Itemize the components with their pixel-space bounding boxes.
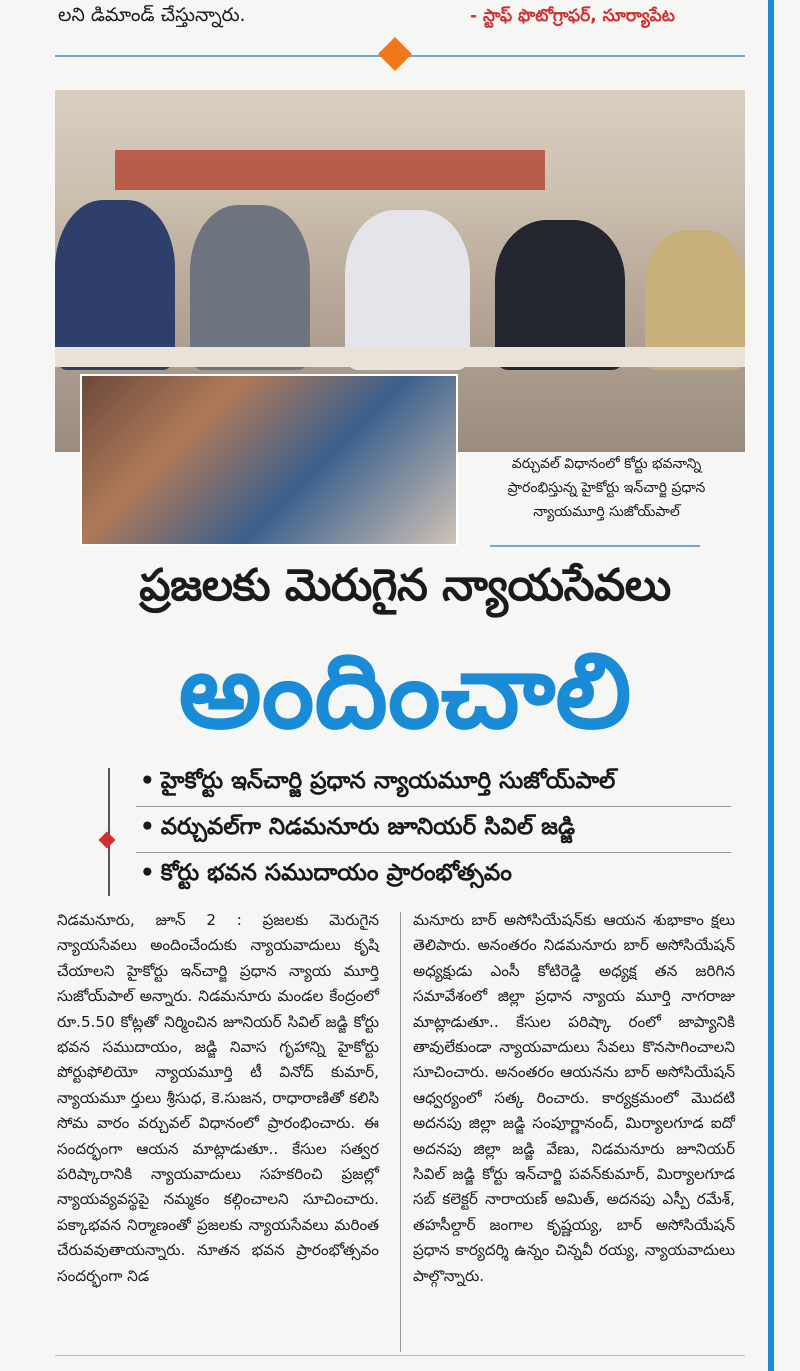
caption-line: న్యాయమూర్తి సుజోయ్‌పాల్	[533, 504, 680, 520]
headline-line-1: ప్రజలకు మెరుగైన న్యాయసేవలు	[139, 560, 671, 611]
carryover-text: లని డిమాండ్ చేస్తున్నారు.	[58, 4, 246, 26]
photo-credit: - స్టాఫ్ ఫొటోగ్రాఫర్, సూర్యాపేట	[470, 6, 675, 26]
photo-banner-decor	[115, 150, 545, 190]
highlight-separator	[136, 806, 731, 807]
article-column-2: మనూరు బార్ అసోసియేషన్‌కు ఆయన శుభాకాం క్షలు తెలిపారు. అనంతరం నిడమనూరు బార్ అసోసియేషన్ అధ్యక్షుడు ఎంసీ కోటిరెడ్డి అధ్యక్ష తన జరిగిన సమావేశంలో జిల్లా ప్రధాన న్యాయ మూర్తి నాగరాజు మాట్లాడుతూ.. కేసుల పరిష్కా రంలో జాప్యానికి తావులేకుండా న్యాయవాదులు సేవలు కొనసాగించాలని సూచించారు. అనంతరం ఆయనను బార్ అసోసియేషన్ ఆధ్వర్యంలో సత్క రించారు. కార్యక్రమంలో మొదటి అదనపు జిల్లా జడ్జి సంపూర్ణానంద్, మిర్యాలగూడ ఐదో అదనపు జిల్లా జడ్జి వేణు, నిడమనూరు జూనియర్ సివిల్ జడ్జి కోర్టు ఇన్‌చార్జి పవన్‌కుమార్, మిర్యాలగూడ సబ్ కలెక్టర్ నారాయణ్ అమిత్, అదనపు ఎస్పీ రమేశ్, తహసీల్దార్ జంగాల కృష్ణయ్య, బార్ అసోసియేషన్ ప్రధాన కార్యదర్శి ఉన్నం చిన్నవీ రయ్య, న్యాయవాదులు పాల్గొన్నారు.	[413, 911, 735, 1285]
photo-figure	[55, 200, 175, 370]
photo-figure	[345, 210, 470, 370]
caption-line: వర్చువల్ విధానంలో కోర్టు భవనాన్ని	[511, 456, 702, 472]
highlights-diamond-ornament	[99, 832, 116, 849]
divider-diamond-ornament	[378, 37, 412, 71]
highlight-separator	[136, 852, 731, 853]
inset-video-conference-photo	[80, 374, 458, 546]
page-edge-rule	[768, 0, 774, 1371]
caption-underline	[490, 545, 700, 547]
article-column-1: నిడమనూరు, జూన్ 2 : ప్రజలకు మెరుగైన న్యాయసేవలు అందించేందుకు న్యాయవాదులు కృషి చేయాలని హైకోర్టు ఇన్‌చార్జి ప్రధాన న్యాయ మూర్తి సుజోయ్‌పాల్ అన్నారు. నిడమనూరు మండల కేంద్రంలో రూ.5.50 కోట్లతో నిర్మించిన జూనియర్ సివిల్ జడ్జి కోర్టు భవన సముదాయం, జడ్జి నివాస గృహాన్ని హైకోర్టు పోర్టుఫోలియో న్యాయమూర్తి టీ వినోద్ కుమార్, న్యాయమూ ర్తులు శ్రీసుధ, కె.సుజన, రాధారాణితో కలిసి సోమ వారం వర్చువల్ విధానంలో ప్రారంభించారు. ఈ సందర్భంగా ఆయన మాట్లాడుతూ.. కేసుల సత్వర పరిష్కారానికి న్యాయవాదులు సహకరించి ప్రజల్లో న్యాయవ్యవస్థపై నమ్మకం కల్గించాలని సూచించారు. పక్కాభవన నిర్మాణంతో ప్రజలకు న్యాయసేవలు మరింత చేరువవుతాయన్నారు. నూతన భవన ప్రారంభోత్సవం సందర్భంగా నిడ	[57, 911, 379, 1285]
photo-figure	[190, 205, 310, 370]
bottom-rule	[55, 1355, 745, 1356]
photo-table	[55, 347, 745, 367]
highlight-item: • కోర్టు భవన సముదాయం ప్రారంభోత్సవం	[140, 860, 512, 892]
caption-line: ప్రారంభిస్తున్న హైకోర్టు ఇన్‌చార్జి ప్రధాన	[507, 480, 706, 496]
column-divider	[400, 912, 401, 1352]
highlight-item: • వర్చువల్‌గా నిడమనూరు జూనియర్ సివిల్ జడ్జి	[140, 814, 575, 846]
photo-caption	[468, 452, 745, 547]
headline-line-2: అందించాలి	[178, 630, 632, 752]
highlight-item: • హైకోర్టు ఇన్‌చార్జి ప్రధాన న్యాయమూర్తి సుజోయ్‌పాల్	[140, 768, 615, 800]
